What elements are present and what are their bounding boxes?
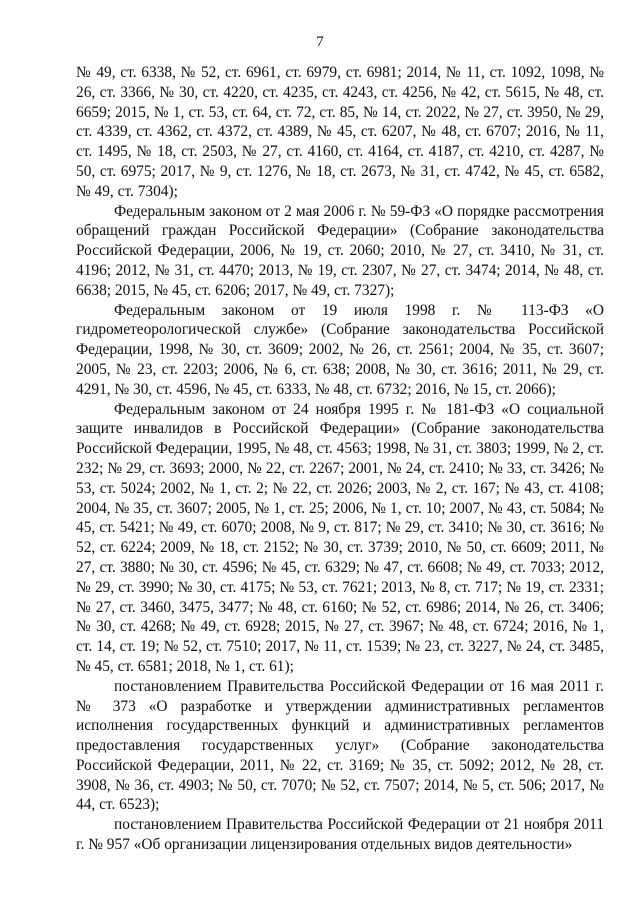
document-body <box>76 63 604 855</box>
paragraph-continued-citations: № 49, ст. 6338, № 52, ст. 6961, ст. 6979, ст. 6981; 2014, № 11, ст. 1092, 1098, № 26, ст. 3366, № 30, ст. 4220, ст. 4235, ст. 4243, ст. 4256, № 42, ст. 5615, № 48, ст. 6659; 2015, № 1, ст. 53, ст. 64, ст. 72, ст. 85, № 14, ст. 2022, № 27, ст. 3950, № 29, ст. 4339, ст. 4362, ст. 4372, ст. 4389, № 45, ст. 6207, № 48, ст. 6707; 2016, № 11, ст. 1495, № 18, ст. 2503, № 27, ст. 4160, ст. 4164, ст. 4187, ст. 4210, ст. 4287, № 50, ст. 6975; 2017, № 9, ст. 1276, № 18, ст. 2673, № 31, ст. 4742, № 45, ст. 6582, № 49, ст. 7304); <box>76 64 604 200</box>
paragraph-resolution-957: постановлением Правительства Российской Федерации от 21 ноября 2011 г. № 957 «Об организации лицензирования отдельных видов деятельности» <box>76 816 604 854</box>
paragraph-law-59-fz: Федеральным законом от 2 мая 2006 г. № 59-ФЗ «О порядке рассмотрения обращений граждан Российской Федерации» (Собрание законодательства Российской Федерации, 2006, № 19, ст. 2060; 2010, № 27, ст. 3410, № 31, ст. 4196; 2012, № 31, ст. 4470; 2013, № 19, ст. 2307, № 27, ст. 3474; 2014, № 48, ст. 6638; 2015, № 45, ст. 6206; 2017, № 49, ст. 7327); <box>76 202 604 299</box>
paragraph-law-113-fz: Федеральным законом от 19 июля 1998 г. № 113-ФЗ «О гидрометеорологической службе» (Собрание законодательства Российской Федерации, 1998, № 30, ст. 3609; 2002, № 26, ст. 2561; 2004, № 35, ст. 3607; 2005, № 23, ст. 2203; 2006, № 6, ст. 638; 2008, № 30, ст. 3616; 2011, № 29, ст. 4291, № 30, ст. 4596, № 45, ст. 6333, № 48, ст. 6732; 2016, № 15, ст. 2066); <box>76 301 604 398</box>
paragraph-law-181-fz: Федеральным законом от 24 ноября 1995 г. № 181-ФЗ «О социальной защите инвалидов в Российской Федерации» (Собрание законодательства Российской Федерации, 1995, № 48, ст. 4563; 1998, № 31, ст. 3803; 1999, № 2, ст. 232; № 29, ст. 3693; 2000, № 22, ст. 2267; 2001, № 24, ст. 2410; № 33, ст. 3426; № 53, ст. 5024; 2002, № 1, ст. 2; № 22, ст. 2026; 2003, № 2, ст. 167; № 43, ст. 4108; 2004, № 35, ст. 3607; 2005, № 1, ст. 25; 2006, № 1, ст. 10; 2007, № 43, ст. 5084; № 45, ст. 5421; № 49, ст. 6070; 2008, № 9, ст. 817; № 29, ст. 3410; № 30, ст. 3616; № 52, ст. 6224; 2009, № 18, ст. 2152; № 30, ст. 3739; 2010, № 50, ст. 6609; 2011, № 27, ст. 3880; № 30, ст. 4596; № 45, ст. 6329; № 47, ст. 6608; № 49, ст. 7033; 2012, № 29, ст. 3990; № 30, ст. 4175; № 53, ст. 7621; 2013, № 8, ст. 717; № 19, ст. 2331; № 27, ст. 3460, 3475, 3477; № 48, ст. 6160; № 52, ст. 6986; 2014, № 26, ст. 3406; № 30, ст. 4268; № 49, ст. 6928; 2015, № 27, ст. 3967; № 48, ст. 6724; 2016, № 1, ст. 14, ст. 19; № 52, ст. 7510; 2017, № 11, ст. 1539; № 23, ст. 3227, № 24, ст. 3485, № 45, ст. 6581; 2018, № 1, ст. 61); <box>76 400 604 675</box>
paragraph-resolution-373: постановлением Правительства Российской Федерации от 16 мая 2011 г. № 373 «О разработке и утверждении административных регламентов исполнения государственных функций и административных регламентов предоставления государственных услуг» (Собрание законодательства Российской Федерации, 2011, № 22, ст. 3169; № 35, ст. 5092; 2012, № 28, ст. 3908, № 36, ст. 4903; № 50, ст. 7070; № 52, ст. 7507; 2014, № 5, ст. 506; 2017, № 44, ст. 6523); <box>76 677 604 814</box>
page-number: 7 <box>316 34 324 50</box>
